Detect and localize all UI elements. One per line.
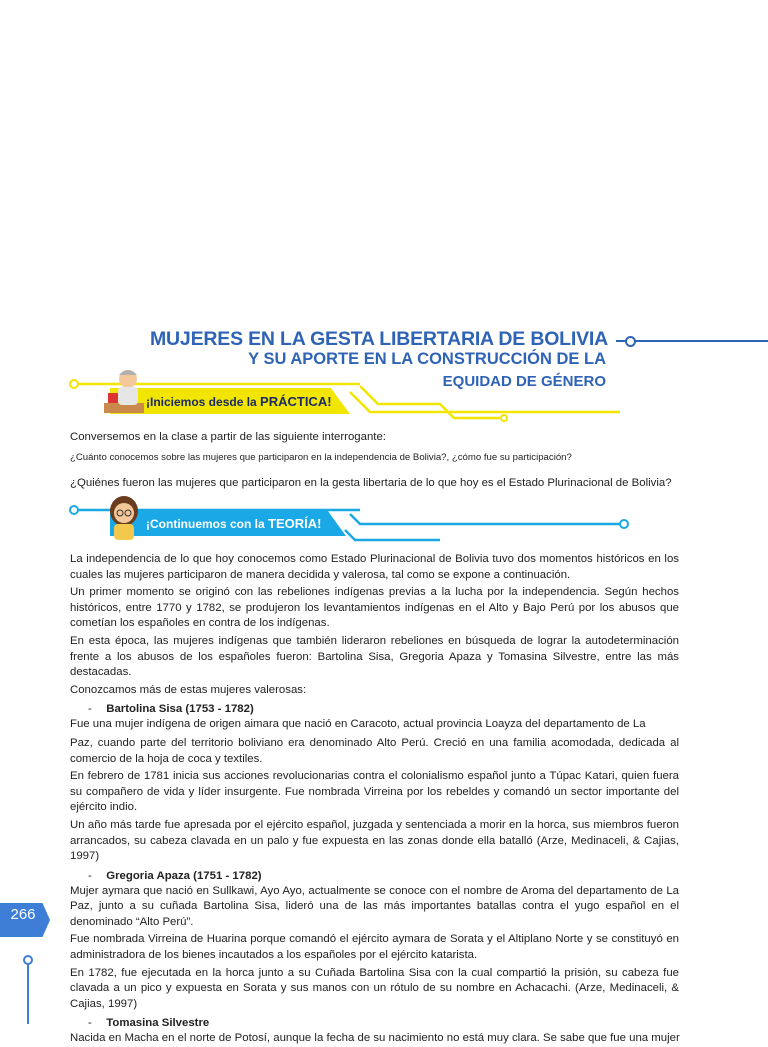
paragraph: Paz, cuando parte del territorio boliviano era denominado Alto Perú. Creció en una familia acomodada, dedicada al comercio de la hoja de coca y textiles. [70, 736, 679, 765]
student-icon [104, 493, 144, 543]
practice-banner-strong: PRÁCTICA! [260, 394, 332, 409]
page-title: MUJERES EN LA GESTA LIBERTARIA DE BOLIVIA [150, 328, 609, 350]
title-decor-line [616, 340, 768, 342]
page-subtitle-2: EQUIDAD DE GÉNERO [442, 373, 606, 390]
list-dash: - [88, 703, 92, 716]
subheading-text: Gregoria Apaza (1751 - 1782) [106, 869, 262, 882]
theory-banner-strong: TEORÍA! [268, 516, 322, 531]
practice-question-2: ¿Quiénes fueron las mujeres que participaron en la gesta libertaria de lo que hoy es el Estado Plurinacional de Bolivia? [70, 477, 672, 489]
paragraph: Conozcamos más de estas mujeres valerosas: [70, 683, 307, 696]
paragraph: Fue nombrada Virreina de Huarina porque comandó el ejército aymara de Sorata y el Altiplano Norte y se constituyó en administradora de los bienes incautados a los españoles por el ejército katarista. [70, 933, 679, 962]
paragraph: La independencia de lo que hoy conocemos como Estado Plurinacional de Bolivia tuvo dos momentos históricos en los cuales las mujeres participaron de manera decidida y valerosa, tal como se expone a continuación. [70, 553, 679, 581]
paragraph: Mujer aymara que nació en Sullkawi, Ayo Ayo, actualmente se conoce con el nombre de Aroma del departamento de La Paz, junto a su cuñada Bartolina Sisa, lideró una de las más importantes batallas contra el yugo español en el denominado “Alto Perú”. [70, 884, 679, 928]
side-decor-line [20, 950, 40, 1024]
paragraph: En febrero de 1781 inicia sus acciones revolucionarias contra el colonialismo español junto a Túpac Katari, quien fuera su compañero de vida y líder insurgente. Fue nombrada Virreina por los rebeldes y comandó un sector importante del ejército indio. [70, 770, 679, 814]
paragraph: Fue una mujer indígena de origen aimara que nació en Caracoto, actual provincia Loayza del departamento de La [70, 718, 646, 731]
subheading-gregoria [70, 866, 679, 884]
theory-banner-prefix: ¡Continuemos con la [146, 517, 269, 531]
paragraph: Nacida en Macha en el norte de Potosí, aunque la fecha de su nacimiento no está muy clara. Se sabe que fue una mujer [70, 1032, 680, 1045]
teacher-icon [102, 367, 148, 417]
theory-banner-label [146, 516, 321, 531]
list-dash: - [88, 1017, 92, 1030]
subheading-bartolina [70, 699, 679, 717]
paragraph: Un primer momento se originó con las rebeliones indígenas previas a la lucha por la independencia. Según hechos históricos, entre 1770 y 1782, se produjeron los levantamientos indígenas en el Alto y Bajo Perú por los abusos que cometían los españoles en contra de los indígenas. [70, 586, 679, 630]
practice-intro: Conversemos en la clase a partir de las siguiente interrogante: [70, 431, 386, 443]
paragraph: En esta época, las mujeres indígenas que también lideraron rebeliones en búsqueda de lograr la autodeterminación frente a los abusos de los españoles fueron: Bartolina Sisa, Gregoria Apaza y Tomasina Silvestre, entre las más destacadas. [70, 634, 679, 679]
page-subtitle: Y SU APORTE EN LA CONSTRUCCIÓN DE LA [248, 350, 606, 368]
theory-body [70, 552, 679, 1047]
practice-banner-label [146, 394, 332, 409]
subheading-tomasina [70, 1013, 679, 1031]
title-decor-dot [625, 336, 636, 347]
paragraph: Un año más tarde fue apresada por el ejército español, juzgada y sentenciada a morir en la horca, sus miembros fueron arrancados, su cabeza clavada en un palo y fue expuesta en las zonas donde ella batalló (Arze, Medinaceli, & Cajias, 1997) [70, 818, 679, 863]
page-number: 266 [10, 906, 36, 923]
subheading-text: Bartolina Sisa (1753 - 1782) [106, 703, 254, 716]
list-dash: - [88, 869, 92, 882]
practice-banner-prefix: ¡Iniciemos desde la [146, 395, 261, 409]
practice-question: ¿Cuánto conocemos sobre las mujeres que participaron en la independencia de Bolivia?, ¿cómo fue su participación? [70, 452, 572, 463]
paragraph: En 1782, fue ejecutada en la horca junto a su Cuñada Bartolina Sisa con la cual compartió la prisión, su cabeza fue clavada a un pico y expuesta en Sorata y sus manos con un rótulo de su nombre en Achacachi. (Arze, Medinaceli, & Cajias, 1997) [70, 966, 679, 1010]
subheading-text: Tomasina Silvestre [106, 1017, 210, 1030]
